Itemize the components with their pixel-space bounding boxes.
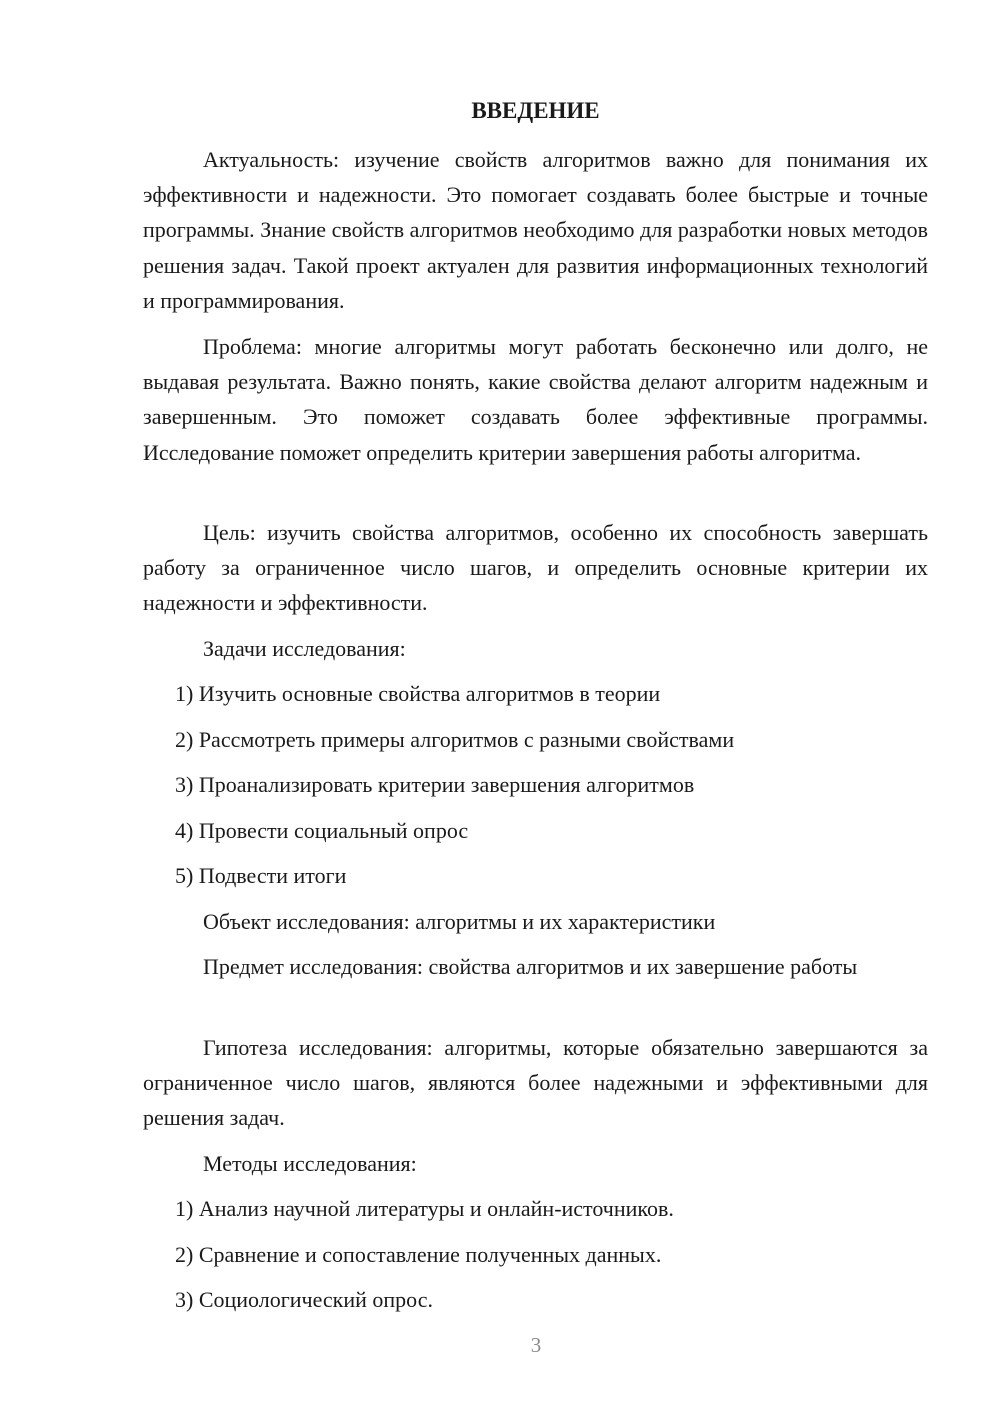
tasks-title: Задачи исследования:: [203, 636, 406, 661]
method-item-3: 3) Социологический опрос.: [175, 1287, 433, 1312]
task-item-1: 1) Изучить основные свойства алгоритмов в теории: [175, 681, 661, 706]
method-item-2: 2) Сравнение и сопоставление полученных данных.: [175, 1242, 662, 1267]
task-item-5: 5) Подвести итоги: [175, 863, 347, 888]
hypothesis-paragraph: Гипотеза исследования: алгоритмы, которые обязательно завершаются за ограниченное число шагов, являются более надежными и эффективными для решения задач.: [143, 1035, 928, 1131]
problem-paragraph: Проблема: многие алгоритмы могут работать бесконечно или долго, не выдавая результата. Важно понять, какие свойства делают алгоритм надежным и завершенным. Это поможет создавать более эффективные программы. Исследование поможет определить критерии завершения работы алгоритма.: [143, 334, 928, 465]
method-item-1: 1) Анализ научной литературы и онлайн-источников.: [175, 1196, 674, 1221]
section-heading: ВВЕДЕНИЕ: [471, 98, 600, 123]
task-item-4: 4) Провести социальный опрос: [175, 818, 469, 843]
relevance-paragraph: Актуальность: изучение свойств алгоритмов важно для понимания их эффективности и надежности. Это помогает создавать более быстрые и точные программы. Знание свойств алгоритмов необходимо для разработки новых методов решения задач. Такой проект актуален для развития информационных технологий и программирования.: [143, 147, 928, 313]
methods-title: Методы исследования:: [203, 1151, 417, 1176]
task-item-2: 2) Рассмотреть примеры алгоритмов с разными свойствами: [175, 727, 735, 752]
page-number: 3: [530, 1333, 542, 1357]
object-line: Объект исследования: алгоритмы и их характеристики: [203, 909, 716, 934]
task-item-3: 3) Проанализировать критерии завершения алгоритмов: [175, 772, 695, 797]
goal-paragraph: Цель: изучить свойства алгоритмов, особенно их способность завершать работу за ограниченное число шагов, и определить основные критерии их надежности и эффективности.: [143, 520, 928, 616]
subject-paragraph: Предмет исследования: свойства алгоритмов и их завершение работы: [203, 954, 858, 979]
